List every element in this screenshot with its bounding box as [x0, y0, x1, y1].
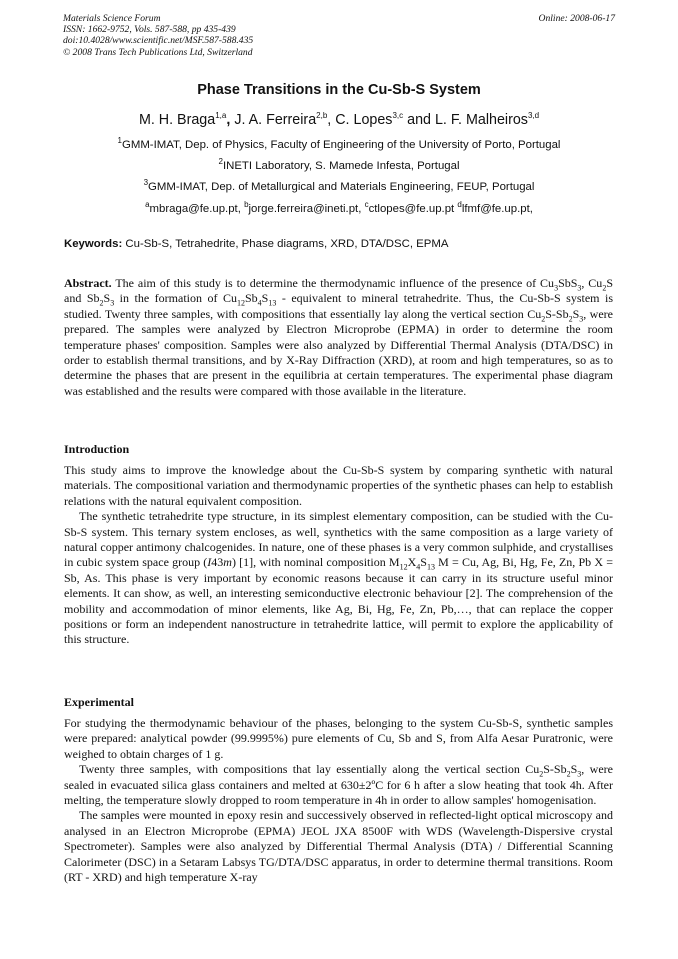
affiliation-text: GMM-IMAT, Dep. of Metallurgical and Materials Engineering, FEUP, Portugal	[148, 181, 535, 193]
affiliation-text: INETI Laboratory, S. Mamede Infesta, Portugal	[222, 160, 460, 172]
email-sup: d	[457, 200, 462, 210]
keywords-label: Keywords:	[64, 238, 123, 250]
author-name: L. F. Malheiros	[434, 112, 528, 128]
author-list: M. H. Braga$^{1,a}$, J. A. Ferreira$^{2,b}$, C. Lopes$^{3,c}$ and L. F. Malheiros$^{3,d}$	[138, 111, 540, 128]
email-link[interactable]: jorge.ferreira@ineti.pt,	[248, 203, 362, 215]
copyright: © 2008 Trans Tech Publications Ltd, Switzerland	[63, 46, 253, 58]
introduction-body	[64, 463, 613, 648]
experimental-paragraph-2: Twenty three samples, with compositions that lay essentially along the vertical section $Cu_2S-Sb_2S_3$, were sealed in evacuated silica glass containers and melted at 630±2ºC for 6 h after a slow heating that took 4h. After melting, the temperature slowly dropped to room temperature in 4h in order to allow samples' homogenisation.	[64, 762, 613, 808]
email-link[interactable]: mbraga@fe.up.pt,	[149, 203, 241, 215]
experimental-paragraph-3: The samples were mounted in epoxy resin and successively observed in reflected-light optical microscopy and analysed in an Electron Microprobe (EPMA) JEOL JXA 8500F with WDS (Wavelength-Dispersive crystal Spectrometer). Samples were also analyzed by Differential Thermal Analysis (DTA) / Differential Scanning Calorimeter (DSC) in a Setaram Labsys TG/DTA/DSC apparatus, in order to determine thermal transitions. Room (RT - XRD) and high temperature X-ray	[64, 808, 613, 885]
abstract-label: Abstract.	[64, 276, 112, 290]
email-sup: a	[145, 200, 150, 210]
introduction-heading: Introduction	[64, 442, 130, 456]
journal-name: Materials Science Forum	[63, 13, 161, 24]
abstract	[64, 276, 613, 399]
author-name: M. H. Braga	[138, 112, 216, 128]
affiliation-text: GMM-IMAT, Dep. of Physics, Faculty of Engineering of the University of Porto, Portugal	[121, 139, 561, 151]
author-sup: 3,c	[392, 111, 404, 121]
experimental-heading: Experimental	[64, 695, 134, 709]
journal-header	[63, 13, 615, 58]
email-list	[0, 200, 678, 215]
email-sup: c	[364, 200, 369, 210]
affiliation-3	[0, 178, 678, 193]
author-name: C. Lopes	[335, 112, 393, 128]
email-link[interactable]: ctlopes@fe.up.pt	[368, 203, 455, 215]
affiliation-1	[0, 136, 678, 151]
paper-title: Phase Transitions in the Cu-Sb-S System	[197, 82, 481, 98]
email-link[interactable]: lfmf@fe.up.pt,	[461, 203, 533, 215]
abstract-paragraph: Abstract. The aim of this study is to determine the thermodynamic influence of the presence of $Cu_3SbS_3$, $Cu_2S$ and $Sb_2S_3$ in the formation of $Cu_{12}Sb_4S_{13}$ - equivalent to mineral tetrahedrite. Thus, the Cu-Sb-S system is studied. Twenty three samples, with compositions that essentially lay along the vertical section $Cu_2S-Sb_2S_3$, were prepared. The samples were analyzed by Electron Microprobe (EPMA) in order to determine the room temperature phases' composition. Samples were also analyzed by Differential Thermal Analysis (DTA/DSC) in order to establish thermal transitions, and by X-Ray Diffraction (XRD), at room and high temperatures, so as to determine the phases that are present in the equilibria at certain temperatures. The experimental phase diagram was established and the results were compared with those available in the literature.	[64, 276, 613, 398]
keywords-text: Cu-Sb-S, Tetrahedrite, Phase diagrams, XRD, DTA/DSC, EPMA	[125, 238, 449, 250]
issn: ISSN: 1662-9752, Vols. 587-588, pp 435-439	[63, 24, 236, 36]
experimental-paragraph-1: For studying the thermodynamic behaviour of the phases, belonging to the system Cu-Sb-S, synthetic samples were prepared: analytical powder (99.9995%) pure elements of Cu, Sb and S, from Alfa Aesar Puratronic, were weighed to obtain charges of 1 g.	[64, 716, 613, 761]
author-sup: 1,a	[215, 111, 227, 121]
experimental-body	[64, 716, 613, 885]
doi[interactable]: doi:10.4028/www.scientific.net/MSF.587-588.435	[63, 35, 254, 47]
online-date: Online: 2008-06-17	[538, 13, 615, 24]
author-and: and	[407, 112, 431, 128]
affiliation-2	[0, 157, 678, 172]
keywords	[64, 238, 616, 250]
introduction-paragraph-1: This study aims to improve the knowledge about the Cu-Sb-S system by comparing synthetic with natural materials. The compositional variation and thermodynamic properties of the synthetic phases can help to establish relations with the natural equivalent composition.	[64, 463, 613, 508]
introduction-paragraph-2: The synthetic tetrahedrite type structure, in its simplest elementary composition, can be studied with the Cu-Sb-S system. This ternary system encloses, as well, synthetics with the same composition as a large variety of natural copper antimony chalcogenides. In nature, one of these phases is a very common sulphide, and crystallises in cubic system space group (I43m) [1], with nominal composition $M_{12}X_4S_{13}$ M = Cu, Ag, Bi, Hg, Fe, Zn, Pb X = Sb, As. This phase is very important by economic reasons because it can carry in its structure useful minor elements. It can show, as well, an interesting semiconductive electronic behaviour [2]. The comprehension of the mobility and accommodation of minor elements, like Ag, Bi, Hg, Fe, Zn, Pb,…, that can replace the copper positions or form an independent nanostructure in tetrahedrite lattice, will permit to explore the applicability of this structure.	[64, 509, 614, 647]
affiliation-sup: 1	[117, 136, 122, 146]
author-name: J. A. Ferreira	[234, 112, 317, 128]
author-sup: 3,d	[527, 111, 540, 121]
author-sup: 2,b	[316, 111, 328, 121]
affiliation-sup: 2	[218, 157, 223, 167]
affiliation-sup: 3	[143, 178, 149, 188]
email-sup: b	[244, 200, 249, 210]
